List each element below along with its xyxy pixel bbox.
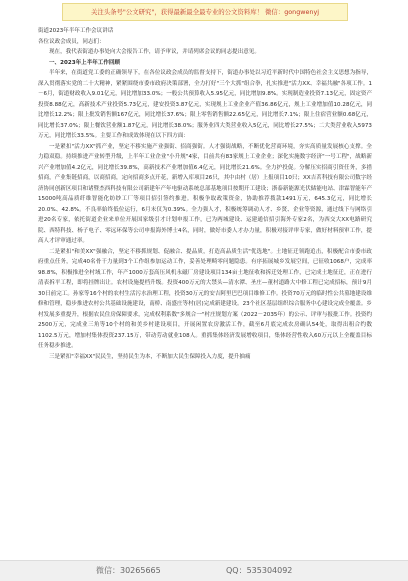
body-paragraph-overview: 半年来，在街道党工委的正确领导下，在各位议政会成员的监督支持下，街道办事处以习近平新时代中国特色社会主义思想为指导，深入贯彻落实党的二十大精神，紧紧围绕市委市政府决策部署，全力打好"三个大抓"组合拳，扎实推进"活力XX、幸福共融"各项工作。1－6月，街道财政收入9.01亿元，同比增加33.0%；一般公共预算收入5.95亿元，同比增加9.8%。实现制造业投资7.13亿元，固定资产投资8.88亿元，高新技术产业投资5.73亿元，建安投资3.87亿元，实现规上工业企业产值36.86亿元，规上工业增加值10.28亿元，同比增长12.2%；限上批发销售额167亿元，同比增长37.6%；限上零售销售额22.65亿元，同比增长7.1%；限上住宿营业额0.68亿元，同比增长37.0%；限上餐饮营业额1.87亿元，同比增长38.0%；服务业四大类营业收入5亿元，同比增长27.5%；二大类营业收入5973万元，同比增长33.5%。主要工作和成效体现在以下四方面： <box>38 70 372 139</box>
body-paragraph-livelihood: 三是紧扣"幸福XX"民民生，坚持民生为本，不断加大民生保障投入力度，提升抽痛 <box>49 353 251 360</box>
intro-paragraph: 现在，我代表街道办事处向大会报告工作，请予审议，并请列席会议的同志提出意见。 <box>49 49 260 55</box>
wechat-contact: 微信：30265665 <box>96 566 161 575</box>
promo-banner: 关注头条号"公文研究"，获得最新最全最专业的公文资料库！ 微信：gongwenyj <box>62 3 348 21</box>
document-title: 街道2023年半年工作会议讲话 <box>38 28 114 34</box>
section-heading: 一、2023年上半年工作回顾 <box>49 59 121 66</box>
salutation: 各位议政会成员，同志们： <box>38 38 105 45</box>
document-body <box>38 26 372 548</box>
qq-contact: QQ：535304092 <box>226 566 293 575</box>
body-paragraph-integration: 二是紧扣"和美XX"强融合，坚定不移抓规划、促融合、提品质，打造高品质生活"优选地"。土地征迁领跑追击，积极配合市委市政府重点任务，完成40名骨干力量到3个工作组参加运动工作，妥善处理畸零问题隐患。有序拓展城乡发展空间，已征收1068户，完成率98.8%，积极推进全村域工作，年产1000万套高压风机永磁厂房建设项目134亩土地征收和拆迁处理工作，已完成土地征迁，正在进行清表拆平工程，即将挂牌出让。农村设施提档升级。投资400万元的大禁头—清水潭、圣庄—董村道路大中修工程已完成招标，预计9月30日前完工。孙家等16个村的农村生活污水治理工程，投资30万元的安吉阿里巴巴项目维修工作。投资70万元的临时性公共墓地建设维修和管理，稳步推进农村公共基础设施建设，南桥、南盛庄等村(居)完成新建建设。23个社区基层组织综合服务中心建设完成全覆盖。乡村发展多重提升，根据农民住房保障要求，完成权利系数"多规合一"村庄规划方案（2022－2035年）的公示、评审与报批工作。投资约2500万元，完成业三角等10个村的和美乡村建设项目，开展闲置农房激活工作，截至6月底完成农房确认54处，取得出租合约数1102.5万元，增加村集体投资237.15万，带动劳动就业108人。重抓集体经济发展增收项目，集体经营性收入60万元以上全覆盖目标任务稳步推进。 <box>38 248 372 349</box>
body-paragraph-industry: 一是紧扣"活力XX"抓产业，坚定不移实施产业强街、招商强街。人才强街战略，不断优化营商环境，夯实高质量发展核心支撑。全力稳双稳。持续推进产业转型升级，上半年工业企业"小升规"4家，目前共有83家规上工业企业；深化实施数字经济"一号工程"，战略新兴产业增加值4.2亿元，同比增长39.8%，高新技术产业增加值6.4亿元，同比增长21.6%。全力护投促。分解压实招商引资任务，多措招商，产业集链招商，以商招商，定向招商多点开花，新增入库项目26只，其中由村（居）上报项目10只；XX吉茗科技有限公司数字经济协同创新区项目和诸暨杰西科技有限公司新建年产年电驱动系统总部基地项目按期开工建设；浙泰新能源光伏储能电站、津霖智能年产15000吨高品质纤维智能化纺纱工厂等项目招引签约推进。积极争取政策资金，协助推荐拨款1491万元，645.3亿元，同比增长20.0%、42.8%。不良率始终低位运行，6月末仅为0.39%。全力强人才，积极统筹调动人才、乡贤、企业等资源，通过线下与网络引进20名专家，依托街道企业来单位开展国家级引才计划申报工作，已为两城建设、运建通信招引海外专家2名，为西交大XX电路研究院、西特科技、杨子电子、零远环保等公司申报海外博士4名，同时，做好市委人才办力量，积极对接评审专家，做好材料预审工作，提高人才评审通过率。 <box>38 143 372 244</box>
contact-footer <box>0 560 408 581</box>
